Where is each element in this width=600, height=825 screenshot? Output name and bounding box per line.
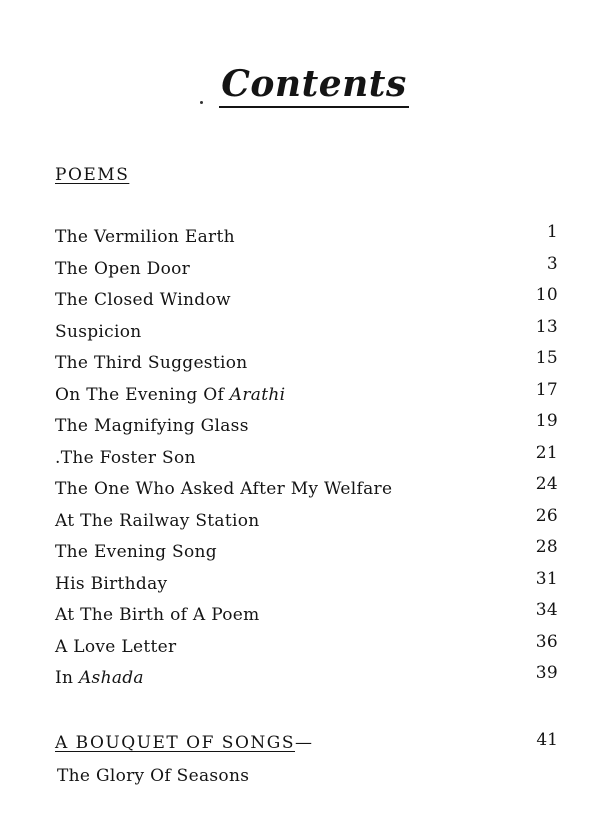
toc-entry[interactable] xyxy=(0,632,600,664)
toc-list-poems xyxy=(0,222,600,695)
toc-entry[interactable] xyxy=(0,443,600,475)
section-heading-songs xyxy=(55,733,314,753)
section-heading-songs-text: A BOUQUET OF SONGS xyxy=(55,733,295,753)
toc-entry-title xyxy=(55,668,144,688)
toc-entry-title: The Vermilion Earth xyxy=(55,227,235,247)
toc-entry-title-text: On The Evening Of xyxy=(55,384,230,405)
toc-entry-page: 1 xyxy=(546,222,558,242)
toc-entry-page: 21 xyxy=(535,442,558,463)
toc-entry-title: The Evening Song xyxy=(55,542,217,562)
section-heading-poems: POEMS xyxy=(55,165,130,185)
toc-entry-title-italic: Ashada xyxy=(78,668,144,688)
toc-entry-page: 31 xyxy=(535,568,558,589)
toc-entry-page: 13 xyxy=(535,316,558,337)
stray-mark xyxy=(200,101,203,104)
toc-entry-title: The One Who Asked After My Welfare xyxy=(55,479,393,499)
toc-entry-page: 10 xyxy=(535,285,558,305)
toc-entry-page: 28 xyxy=(535,537,558,557)
toc-entry-title: Suspicion xyxy=(55,321,142,342)
toc-entry[interactable] xyxy=(0,380,600,412)
toc-entry-page: 39 xyxy=(535,663,558,683)
toc-entry[interactable] xyxy=(0,222,600,254)
toc-entry-title: The Closed Window xyxy=(55,290,231,310)
toc-entry[interactable] xyxy=(0,600,600,632)
toc-entry[interactable] xyxy=(0,506,600,538)
toc-entry[interactable] xyxy=(0,663,600,695)
toc-entry-title: The Third Suggestion xyxy=(55,353,248,373)
toc-entry-title-text: In xyxy=(55,668,79,688)
toc-entry[interactable] xyxy=(0,474,600,506)
section-page-songs: 41 xyxy=(536,730,558,750)
toc-entry-page: 26 xyxy=(535,505,558,526)
toc-entry-page: 19 xyxy=(535,411,558,431)
toc-entry-title: The Glory Of Seasons xyxy=(57,766,250,786)
toc-entry-title: His Birthday xyxy=(55,573,168,594)
toc-entry[interactable] xyxy=(0,348,600,380)
toc-entry-page: 34 xyxy=(535,600,558,620)
toc-entry[interactable] xyxy=(0,317,600,349)
toc-entry-page: 17 xyxy=(535,379,558,400)
toc-entry[interactable] xyxy=(57,766,249,786)
toc-entry-page: 36 xyxy=(535,631,558,652)
page-title-text: Contents xyxy=(219,62,408,108)
toc-entry-title: At The Birth of A Poem xyxy=(55,605,260,625)
toc-entry-title xyxy=(55,385,285,405)
toc-entry[interactable] xyxy=(0,569,600,601)
toc-entry-title: A Love Letter xyxy=(55,636,177,657)
toc-entry-title: At The Railway Station xyxy=(55,510,260,531)
toc-entry[interactable] xyxy=(0,411,600,443)
toc-entry[interactable] xyxy=(0,537,600,569)
toc-entry-title: .The Foster Son xyxy=(55,447,196,468)
toc-entry-page: 3 xyxy=(546,253,558,274)
page-title xyxy=(0,62,600,108)
toc-entry-page: 24 xyxy=(535,474,558,494)
toc-entry-title-italic: Arathi xyxy=(229,384,286,405)
section-heading-dash: — xyxy=(295,733,314,753)
toc-entry-page: 15 xyxy=(535,348,558,368)
toc-entry[interactable] xyxy=(0,254,600,286)
toc-entry-title: The Magnifying Glass xyxy=(55,416,249,436)
toc-entry-title: The Open Door xyxy=(55,258,191,279)
toc-entry[interactable] xyxy=(0,285,600,317)
